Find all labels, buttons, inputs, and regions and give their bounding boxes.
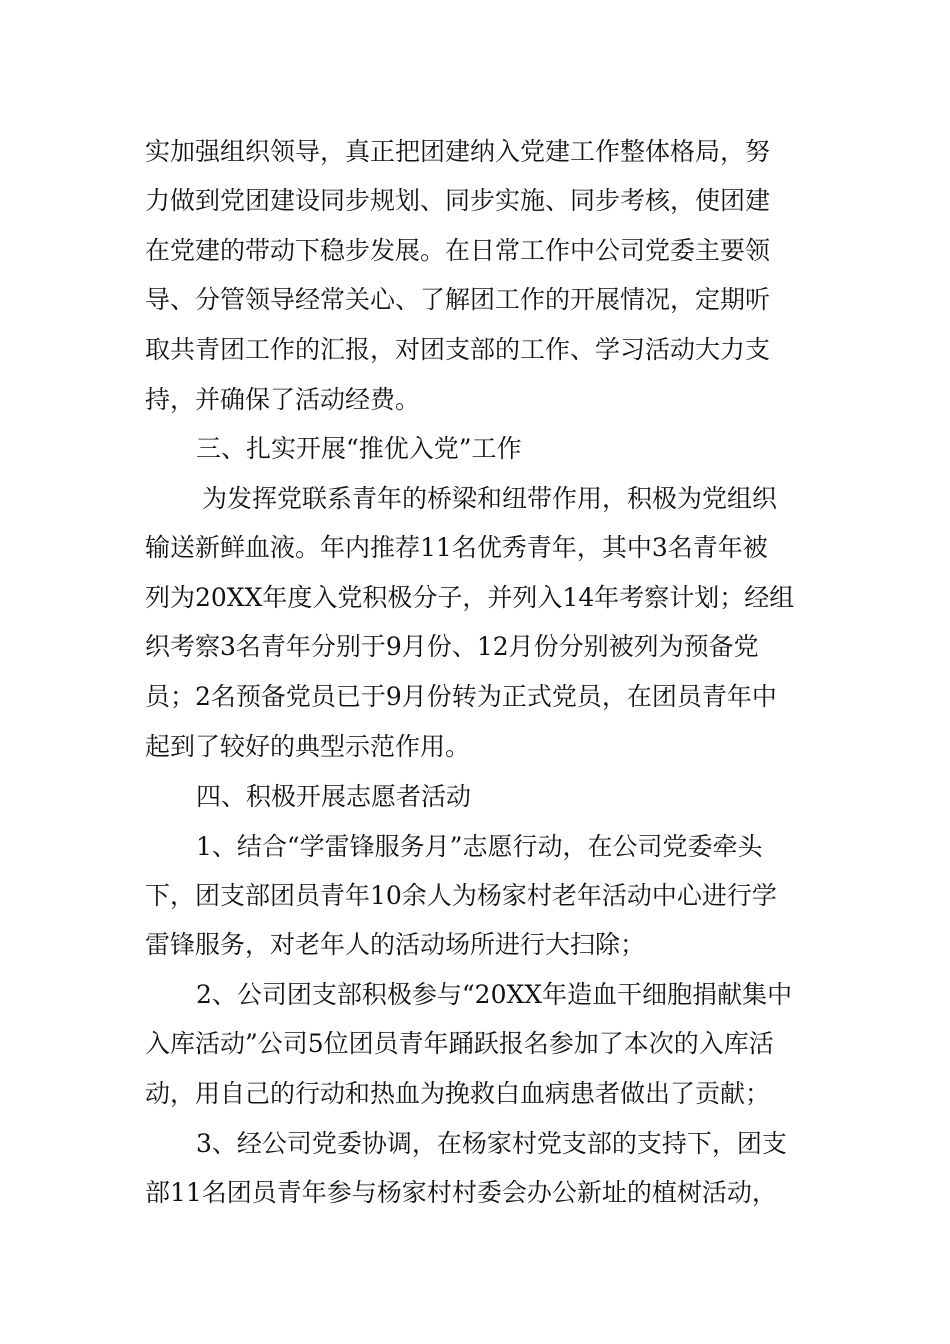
text-line: 雷锋服务，对老年人的活动场所进行大扫除； <box>145 930 646 959</box>
text-line: 为发挥党联系青年的桥梁和纽带作用，积极为党组织 <box>202 484 778 513</box>
text-line: 1、结合“学雷锋服务月”志愿行动，在公司党委牵头 <box>196 832 763 861</box>
text-line: 列为20XX年度入党积极分子，并列入14年考察计划；经组 <box>145 583 795 612</box>
text-line: 持，并确保了活动经费。 <box>145 385 421 414</box>
text-line: 员；2名预备党员已于9月份转为正式党员，在团员青年中 <box>145 682 777 711</box>
text-line: 实加强组织领导，真正把团建纳入党建工作整体格局，努 <box>145 137 771 166</box>
text-line: 2、公司团支部积极参与“20XX年造血干细胞捐献集中 <box>196 980 793 1009</box>
text-line: 3、经公司党委协调，在杨家村党支部的支持下，团支 <box>196 1129 787 1158</box>
text-line: 动，用自己的行动和热血为挽救白血病患者做出了贡献； <box>145 1079 771 1108</box>
text-line: 部11名团员青年参与杨家村村委会办公新址的植树活动， <box>145 1178 777 1207</box>
text-line: 织考察3名青年分别于9月份、12月份分别被列为预备党 <box>145 632 759 661</box>
text-line: 入库活动”公司5位团员青年踊跃报名参加了本次的入库活 <box>145 1029 774 1058</box>
text-line: 下，团支部团员青年10余人为杨家村老年活动中心进行学 <box>145 881 777 910</box>
text-line: 导、分管领导经常关心、了解团工作的开展情况，定期听 <box>145 285 771 314</box>
text-line: 输送新鲜血液。年内推荐11名优秀青年，其中3名青年被 <box>145 533 768 562</box>
section-heading: 三、扎实开展“推优入党”工作 <box>196 434 522 463</box>
text-line: 取共青团工作的汇报，对团支部的工作、学习活动大力支 <box>145 335 771 364</box>
text-line: 起到了较好的典型示范作用。 <box>145 732 471 761</box>
text-line: 在党建的带动下稳步发展。在日常工作中公司党委主要领 <box>145 236 771 265</box>
section-heading: 四、积极开展志愿者活动 <box>196 782 472 811</box>
text-line: 力做到党团建设同步规划、同步实施、同步考核，使团建 <box>145 186 771 215</box>
